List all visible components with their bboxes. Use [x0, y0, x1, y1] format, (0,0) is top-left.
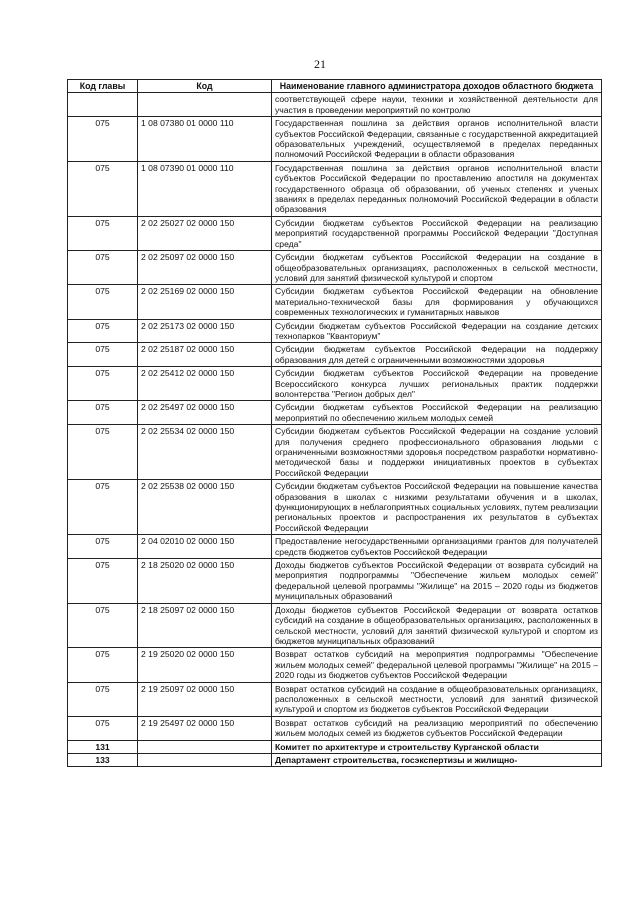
table-row [68, 425, 602, 480]
chapter-code-cell: 075 [68, 319, 138, 343]
code-cell [138, 93, 272, 117]
chapter-code-cell [68, 93, 138, 117]
table-row [68, 367, 602, 401]
administrator-name-cell: Субсидии бюджетам субъектов Российской Федерации на реализацию мероприятий государственной программы Российской Федерации "Доступная среда" [272, 216, 602, 250]
administrator-name-cell: Государственная пошлина за действия органов исполнительной власти субъектов Российской Федерации по проставлению апостиля на документах государственного образца об образовании, об ученых степенях и ученых званиях в пределах переданных полномочий Российской Федерации в области образования [272, 161, 602, 216]
chapter-code-cell: 075 [68, 251, 138, 285]
chapter-code-cell: 075 [68, 603, 138, 648]
header-code: Код [138, 80, 272, 93]
table-row [68, 648, 602, 682]
table-row [68, 682, 602, 716]
header-chapter-code: Код главы [68, 80, 138, 93]
table-row [68, 251, 602, 285]
chapter-code-cell: 075 [68, 648, 138, 682]
code-cell: 2 02 25412 02 0000 150 [138, 367, 272, 401]
chapter-code-cell: 075 [68, 367, 138, 401]
administrator-name-cell: Субсидии бюджетам субъектов Российской Федерации на проведение Всероссийского конкурса лучших региональных практик поддержки волонтерства "Регион добрых дел" [272, 367, 602, 401]
table-row [68, 319, 602, 343]
administrator-name-cell: Субсидии бюджетам субъектов Российской Федерации на обновление материально-технической базы для формирования у обучающихся современных технологических и гуманитарных навыков [272, 285, 602, 319]
chapter-code-cell: 075 [68, 161, 138, 216]
code-cell: 2 02 25538 02 0000 150 [138, 480, 272, 535]
administrator-name-cell: Доходы бюджетов субъектов Российской Федерации от возврата субсидий на мероприятия подпрограммы "Обеспечение жильем молодых семей" федеральной целевой программы "Жилище" на 2015 – 2020 годы из бюджетов муниципальных образований [272, 559, 602, 604]
code-cell: 2 02 25187 02 0000 150 [138, 343, 272, 367]
page-number: 21 [314, 57, 326, 71]
chapter-code-cell: 131 [68, 740, 138, 753]
table-row [68, 716, 602, 740]
table-row [68, 603, 602, 648]
chapter-code-cell: 075 [68, 285, 138, 319]
code-cell: 2 19 25020 02 0000 150 [138, 648, 272, 682]
table-row [68, 343, 602, 367]
code-cell: 1 08 07380 01 0000 110 [138, 117, 272, 162]
table-row [68, 285, 602, 319]
code-cell: 2 18 25097 02 0000 150 [138, 603, 272, 648]
chapter-code-cell: 075 [68, 117, 138, 162]
code-cell: 2 02 25497 02 0000 150 [138, 401, 272, 425]
administrator-name-cell: Субсидии бюджетам субъектов Российской Федерации на реализацию мероприятий по обеспечению жильем молодых семей [272, 401, 602, 425]
administrator-name-cell: Возврат остатков субсидий на реализацию мероприятий по обеспечению жильем молодых семей из бюджетов субъектов Российской Федерации [272, 716, 602, 740]
administrator-name-cell: соответствующей сфере науки, техники и хозяйственной деятельности для участия в проведении мероприятий по контролю [272, 93, 602, 117]
table-row [68, 161, 602, 216]
table-row [68, 535, 602, 559]
chapter-code-cell: 075 [68, 535, 138, 559]
chapter-code-cell: 075 [68, 216, 138, 250]
chapter-code-cell: 075 [68, 559, 138, 604]
table-row [68, 480, 602, 535]
code-cell: 2 02 25097 02 0000 150 [138, 251, 272, 285]
administrator-name-cell: Предоставление негосударственными организациями грантов для получателей средств бюджетов субъектов Российской Федерации [272, 535, 602, 559]
table-row [68, 559, 602, 604]
code-cell [138, 753, 272, 766]
table-row [68, 117, 602, 162]
administrator-name-cell: Субсидии бюджетам субъектов Российской Федерации на создание условий для получения среднего профессионального образования людьми с ограниченными возможностями здоровья посредством разработки нормативно-методической базы и поддержки инициативных проектов в субъектах Российской Федерации [272, 425, 602, 480]
code-cell: 1 08 07390 01 0000 110 [138, 161, 272, 216]
code-cell [138, 740, 272, 753]
chapter-code-cell: 075 [68, 343, 138, 367]
administrator-name-cell: Доходы бюджетов субъектов Российской Федерации от возврата остатков субсидий на создание в общеобразовательных организациях, расположенных в сельской местности, условий для занятий физической культурой и спортом из бюджетов муниципальных образований [272, 603, 602, 648]
administrator-name-cell: Государственная пошлина за действия органов исполнительной власти субъектов Российской Федерации, связанные с государственной аккредитацией образовательных учреждений, осуществляемой в пределах переданных полномочий Российской Федерации в области образования [272, 117, 602, 162]
administrator-name-cell: Департамент строительства, госэкспертизы и жилищно- [272, 753, 602, 766]
code-cell: 2 02 25027 02 0000 150 [138, 216, 272, 250]
chapter-code-cell: 075 [68, 716, 138, 740]
code-cell: 2 19 25097 02 0000 150 [138, 682, 272, 716]
chapter-code-cell: 075 [68, 480, 138, 535]
code-cell: 2 02 25534 02 0000 150 [138, 425, 272, 480]
code-cell: 2 19 25497 02 0000 150 [138, 716, 272, 740]
code-cell: 2 18 25020 02 0000 150 [138, 559, 272, 604]
table-row [68, 753, 602, 766]
code-cell: 2 02 25169 02 0000 150 [138, 285, 272, 319]
code-cell: 2 04 02010 02 0000 150 [138, 535, 272, 559]
administrator-name-cell: Субсидии бюджетам субъектов Российской Федерации на повышение качества образования в школах с низкими результатами обучения и в школах, функционирующих в неблагоприятных социальных условиях, путем реализации региональных проектов и распространения их результатов в субъектах Российской Федерации [272, 480, 602, 535]
chapter-code-cell: 075 [68, 682, 138, 716]
revenue-administrators-table [67, 79, 602, 767]
table-row [68, 740, 602, 753]
table-row [68, 216, 602, 250]
table-row [68, 401, 602, 425]
code-cell: 2 02 25173 02 0000 150 [138, 319, 272, 343]
chapter-code-cell: 075 [68, 401, 138, 425]
administrator-name-cell: Комитет по архитектуре и строительству Курганской области [272, 740, 602, 753]
header-administrator-name: Наименование главного администратора доходов областного бюджета [272, 80, 602, 93]
administrator-name-cell: Субсидии бюджетам субъектов Российской Федерации на создание детских технопарков "Кванториум" [272, 319, 602, 343]
administrator-name-cell: Субсидии бюджетам субъектов Российской Федерации на поддержку образования для детей с ограниченными возможностями здоровья [272, 343, 602, 367]
administrator-name-cell: Возврат остатков субсидий на создание в общеобразовательных организациях, расположенных в сельской местности, условий для занятий физической культурой и спортом из бюджетов субъектов Российской Федерации [272, 682, 602, 716]
table-row [68, 93, 602, 117]
administrator-name-cell: Возврат остатков субсидий на мероприятия подпрограммы "Обеспечение жильем молодых семей" федеральной целевой программы "Жилище" на 2015 – 2020 годы из бюджетов субъектов Российской Федерации [272, 648, 602, 682]
table-body [68, 93, 602, 767]
chapter-code-cell: 075 [68, 425, 138, 480]
chapter-code-cell: 133 [68, 753, 138, 766]
administrator-name-cell: Субсидии бюджетам субъектов Российской Федерации на создание в общеобразовательных организациях, расположенных в сельской местности, условий для занятий физической культурой и спортом [272, 251, 602, 285]
table-header-row [68, 80, 602, 93]
